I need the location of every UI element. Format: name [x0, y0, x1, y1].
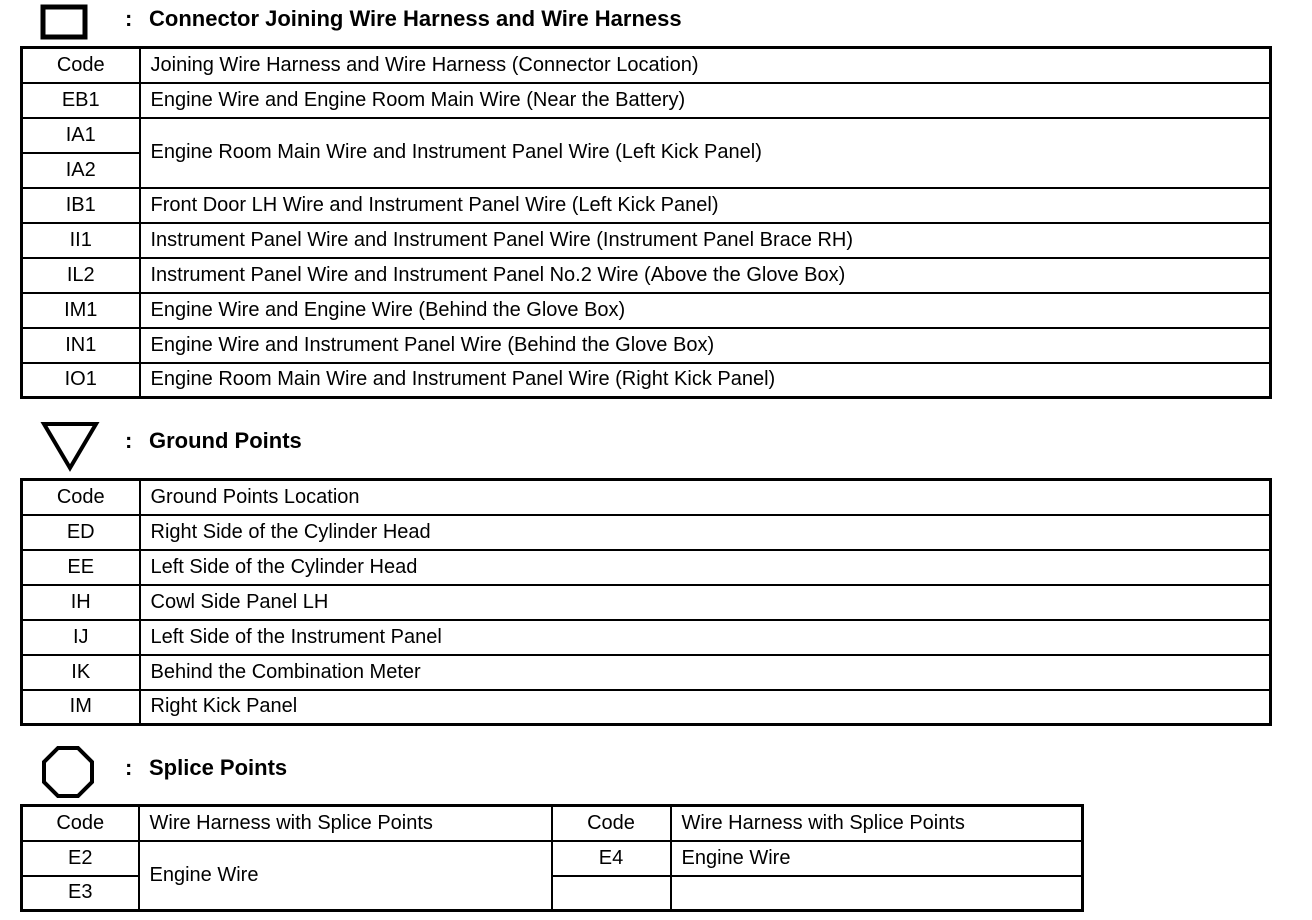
desc-cell: Engine Room Main Wire and Instrument Panel Wire (Right Kick Panel) [140, 363, 1271, 398]
table-row [22, 515, 1271, 550]
desc-cell: Engine Room Main Wire and Instrument Panel Wire (Left Kick Panel) [140, 118, 1271, 188]
code-cell: ED [22, 515, 140, 550]
desc-cell: Engine Wire and Engine Wire (Behind the Glove Box) [140, 293, 1271, 328]
code-cell: EB1 [22, 83, 140, 118]
desc-cell: Engine Wire [139, 841, 552, 911]
code-cell: II1 [22, 223, 140, 258]
code-cell: IH [22, 585, 140, 620]
desc-header: Ground Points Location [140, 480, 1271, 515]
table-row [22, 620, 1271, 655]
table-row [22, 841, 1083, 876]
octagon-outline-icon [40, 744, 96, 800]
table-header-row [22, 480, 1271, 515]
code-header: Code [22, 480, 140, 515]
code-cell: IJ [22, 620, 140, 655]
code-cell: E2 [22, 841, 139, 876]
table-header-row [22, 806, 1083, 841]
table-row [22, 258, 1271, 293]
desc-cell: Instrument Panel Wire and Instrument Panel Wire (Instrument Panel Brace RH) [140, 223, 1271, 258]
table-row [22, 328, 1271, 363]
square-outline-icon [40, 4, 88, 40]
desc-cell: Right Kick Panel [140, 690, 1271, 725]
table-row [22, 550, 1271, 585]
desc-cell: Left Side of the Instrument Panel [140, 620, 1271, 655]
table-header-row [22, 48, 1271, 83]
table-row [22, 293, 1271, 328]
code-cell: IO1 [22, 363, 140, 398]
desc-cell: Engine Wire [671, 841, 1083, 876]
code-cell: IM [22, 690, 140, 725]
desc-header: Wire Harness with Splice Points [671, 806, 1083, 841]
code-cell [552, 876, 671, 911]
desc-cell: Engine Wire and Instrument Panel Wire (Behind the Glove Box) [140, 328, 1271, 363]
desc-cell: Engine Wire and Engine Room Main Wire (Near the Battery) [140, 83, 1271, 118]
ground-table [20, 478, 1272, 726]
code-cell: IA1 [22, 118, 140, 153]
code-header: Code [22, 48, 140, 83]
desc-header: Wire Harness with Splice Points [139, 806, 552, 841]
table-row [22, 585, 1271, 620]
desc-cell: Cowl Side Panel LH [140, 585, 1271, 620]
desc-cell: Instrument Panel Wire and Instrument Panel No.2 Wire (Above the Glove Box) [140, 258, 1271, 293]
desc-cell: Front Door LH Wire and Instrument Panel Wire (Left Kick Panel) [140, 188, 1271, 223]
section-colon: : [125, 6, 133, 31]
splice-table [20, 804, 1084, 912]
section-colon: : [125, 755, 133, 780]
code-cell: EE [22, 550, 140, 585]
table-row [22, 655, 1271, 690]
code-header: Code [22, 806, 139, 841]
connector-section-title: Connector Joining Wire Harness and Wire Harness [149, 6, 682, 31]
table-row [22, 363, 1271, 398]
desc-cell [671, 876, 1083, 911]
desc-cell: Right Side of the Cylinder Head [140, 515, 1271, 550]
code-cell: IK [22, 655, 140, 690]
splice-section-title: Splice Points [149, 755, 288, 780]
desc-cell: Left Side of the Cylinder Head [140, 550, 1271, 585]
table-row [22, 188, 1271, 223]
desc-cell: Behind the Combination Meter [140, 655, 1271, 690]
table-row [22, 690, 1271, 725]
code-cell: IM1 [22, 293, 140, 328]
code-cell: IL2 [22, 258, 140, 293]
code-cell: IB1 [22, 188, 140, 223]
ground-section-title: Ground Points [149, 428, 302, 453]
code-cell: E4 [552, 841, 671, 876]
desc-header: Joining Wire Harness and Wire Harness (Connector Location) [140, 48, 1271, 83]
table-row [22, 118, 1271, 153]
code-header: Code [552, 806, 671, 841]
connector-table [20, 46, 1272, 399]
table-row [22, 83, 1271, 118]
table-row [22, 223, 1271, 258]
downward-triangle-icon [40, 420, 100, 472]
section-colon: : [125, 428, 133, 453]
code-cell: E3 [22, 876, 139, 911]
code-cell: IA2 [22, 153, 140, 188]
code-cell: IN1 [22, 328, 140, 363]
